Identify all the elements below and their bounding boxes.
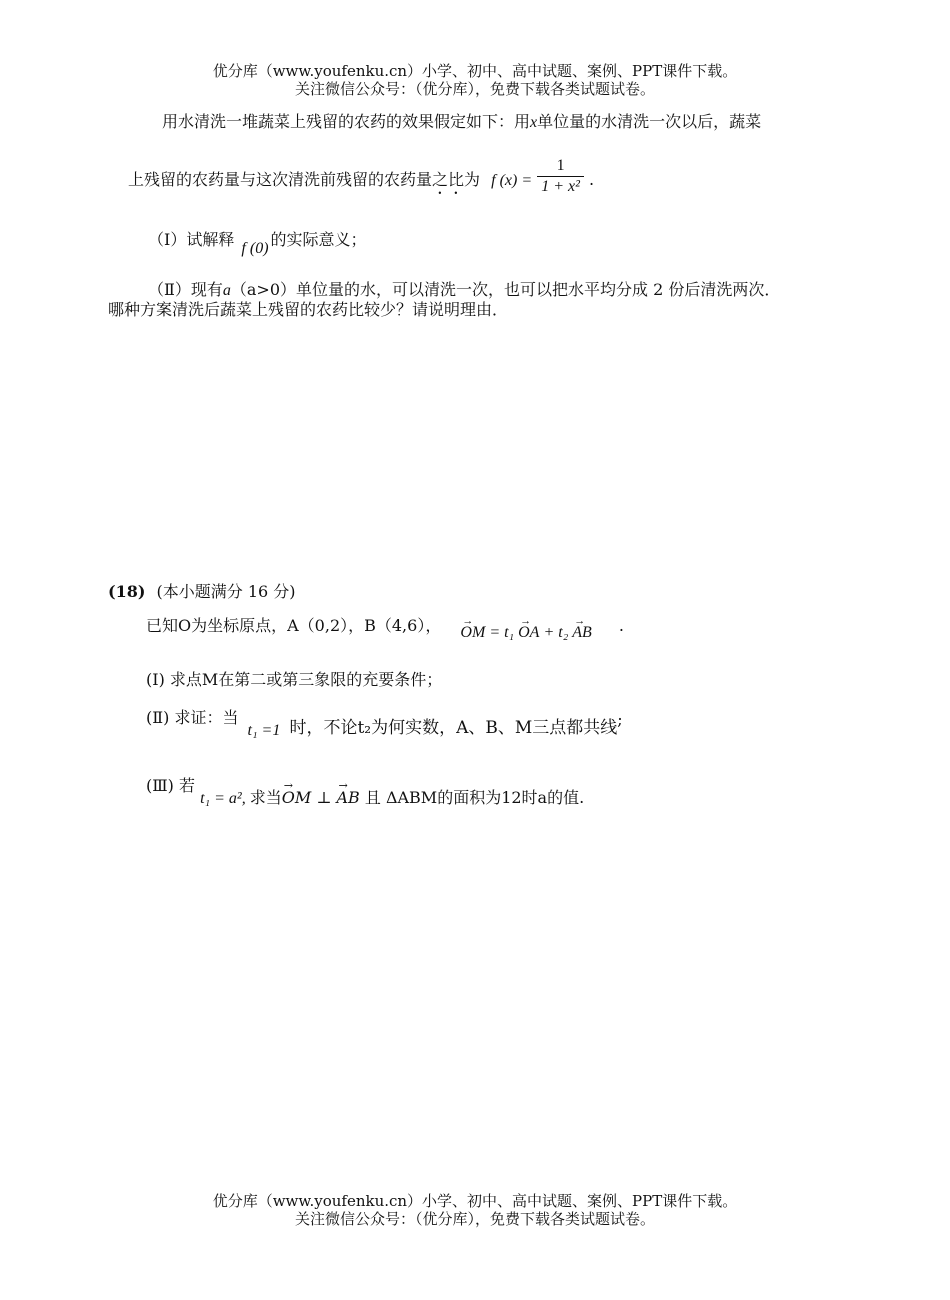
q18-vec-ab: → AB — [572, 623, 592, 643]
q18-part3-text-c: 且 ΔABM的面积为12时a的值. — [359, 788, 585, 807]
q18-part2-end: ; — [617, 710, 623, 729]
q18-part3-perp: ⊥ — [311, 788, 337, 807]
q17-part1-rest: 的实际意义； — [270, 230, 367, 249]
q17-intro-var: x — [530, 114, 538, 131]
q17-formula-lhs: f (x) = — [491, 172, 533, 189]
q17-part2-text-a: （Ⅱ）现有 — [148, 280, 223, 299]
q18-eq-t1: = t₁ — [489, 624, 515, 641]
q17-part2-text-b: 单位量的水，可以清洗一次，也可以把水平均分成 2 份后清洗两次． — [296, 280, 781, 299]
header-line-2: 关注微信公众号：（优分库），免费下载各类试题试卷。 — [294, 80, 655, 98]
q18-number: (18) — [108, 582, 146, 601]
q17-formula-denominator: 1 + x² — [541, 178, 580, 195]
q17-part1-expr: f (0) — [241, 240, 269, 257]
q18-given-dot: . — [618, 616, 624, 635]
q17-formula-numerator: 1 — [537, 156, 584, 177]
q17-line2-text-a: 上残留的农药量与这次清洗前残留的农药量 — [128, 170, 433, 189]
q17-part2-line2: 哪种方案清洗后蔬菜上残留的农药比较少？请说明理由． — [108, 300, 509, 319]
header-line-1: 优分库（www.youfenku.cn）小学、初中、高中试题、案例、PPT课件下载。 — [212, 62, 738, 80]
q18-heading — [108, 582, 296, 602]
q18-vec-oa: → OA — [518, 623, 539, 643]
q17-line2-dotted: 之比 — [432, 170, 465, 189]
q18-part2-text-b: 时，不论t₂为何实数，A、B、M三点都共线 — [289, 718, 618, 738]
q17-part2-cond: （a>0） — [230, 280, 297, 299]
q18-part3-line — [200, 788, 584, 809]
q17-part1-label: （Ⅰ）试解释 — [148, 230, 235, 249]
q18-plus-t2: + t₂ — [543, 624, 569, 641]
q18-part3 — [146, 776, 585, 807]
footer-line-1: 优分库（www.youfenku.cn）小学、初中、高中试题、案例、PPT课件下载。 — [212, 1192, 738, 1210]
q18-given-text: 已知O为坐标原点，A（0,2），B（4,6）， — [146, 616, 442, 635]
q18-part2-expr: t₁ =1 — [247, 722, 281, 739]
q18-part3-vec-om: → OM — [282, 788, 312, 808]
q18-part1: (Ⅰ) 求点M在第二或第三象限的充要条件； — [146, 670, 443, 689]
q17-formula-end: . — [589, 170, 595, 189]
q18-part3-expr: t₁ = a², — [200, 790, 250, 807]
footer-line-2: 关注微信公众号：（优分库），免费下载各类试题试卷。 — [294, 1210, 655, 1228]
q18-part2 — [146, 708, 623, 739]
q17-intro-text-b: 单位量的水清洗一次以后，蔬菜 — [537, 112, 762, 131]
q18-part3-vec-ab: → AB — [336, 788, 359, 808]
q18-part3-text-b: 求当 — [249, 788, 282, 807]
q17-intro-text-a: 用水清洗一堆蔬菜上残留的农药的效果假定如下：用 — [162, 112, 531, 131]
q17-intro — [162, 112, 761, 133]
q17-line2-text-b: 为 — [464, 170, 481, 189]
q18-score: (本小题满分 16 分) — [156, 582, 296, 601]
q18-vec-om: → OM — [460, 623, 485, 643]
q17-line2 — [128, 157, 595, 198]
q17-part2 — [148, 280, 780, 301]
q17-part2-var: a — [222, 282, 231, 299]
q18-part2-text-a: (Ⅱ) 求证：当 — [146, 708, 239, 727]
q17-formula-fraction — [537, 156, 584, 197]
q18-given-vector-eq — [460, 623, 591, 643]
q18-part3-text-a: (Ⅲ) 若 — [146, 776, 196, 795]
q18-given — [146, 616, 624, 641]
q17-part1 — [148, 230, 367, 257]
